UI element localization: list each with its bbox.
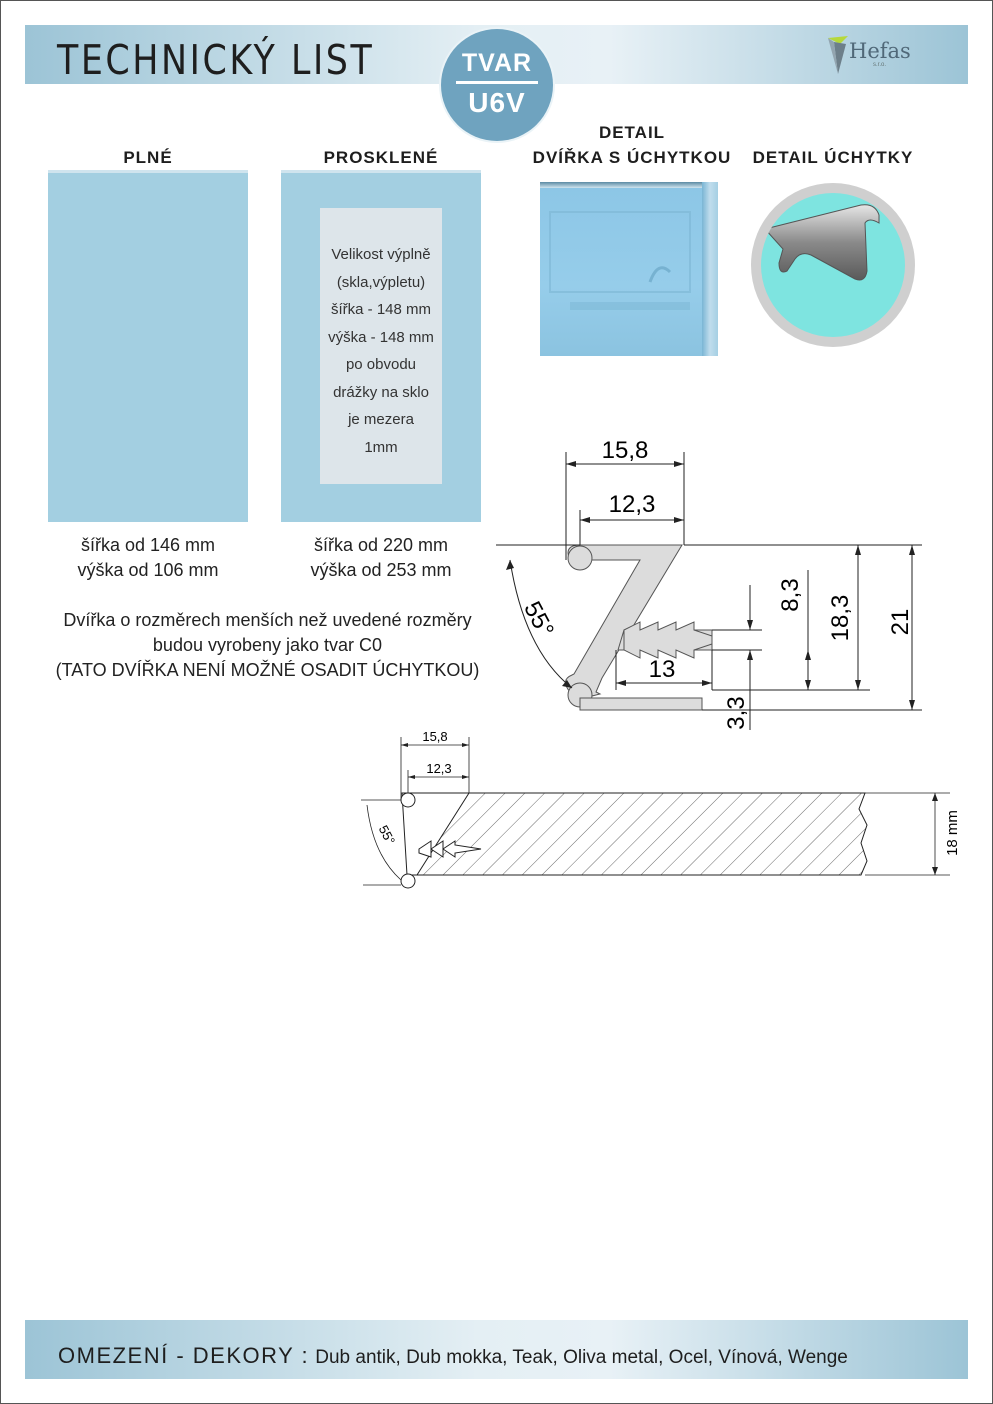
dim-overall-width: 15,8 xyxy=(601,437,649,464)
assembly-angle: 55° xyxy=(375,822,399,848)
note-line3: (TATO DVÍŘKA NENÍ MOŽNÉ OSADIT ÚCHYTKOU) xyxy=(55,660,480,680)
assembly-overall-width: 15,8 xyxy=(422,729,448,744)
prosklene-height: výška od 253 mm xyxy=(310,560,452,580)
assembly-inner-width: 12,3 xyxy=(426,761,452,776)
handle-profile-icon xyxy=(761,193,905,337)
glass-note-line: po obvodu xyxy=(345,356,417,373)
profile-drawing xyxy=(490,430,930,740)
prosklene-width: šířka od 220 mm xyxy=(313,535,449,555)
logo-text: Hefas xyxy=(849,39,911,63)
glass-note-line: šířka - 148 mm xyxy=(330,301,432,318)
page-title: TECHNICKÝ LIST xyxy=(57,36,375,84)
door-detail-icon xyxy=(540,182,718,356)
handle-detail-circle xyxy=(751,183,915,347)
plne-width: šířka od 146 mm xyxy=(80,535,216,555)
heading-detail-uchytky: DETAIL ÚCHYTKY xyxy=(752,148,914,167)
dim-bottom-offset: 3,3 xyxy=(723,696,750,730)
dim-inner-height: 18,3 xyxy=(827,594,854,642)
logo-subtext: s.r.o. xyxy=(873,62,887,68)
heading-plne: PLNÉ xyxy=(123,148,173,167)
assembly-board-thickness: 18 mm xyxy=(944,810,961,856)
solid-door-panel xyxy=(48,170,248,522)
glass-note-line: výška - 148 mm xyxy=(328,329,434,346)
heading-prosklene: PROSKLENÉ xyxy=(323,148,439,167)
footer-label: OMEZENÍ - DEKORY : xyxy=(58,1343,310,1368)
shape-label: TVAR xyxy=(461,49,533,77)
heading-detail-line1: DETAIL xyxy=(598,123,666,142)
door-detail-photo xyxy=(540,182,718,356)
dim-tongue-height: 8,3 xyxy=(777,578,804,612)
badge-divider xyxy=(456,81,538,84)
heading-detail-line2: DVÍŘKA S ÚCHYTKOU xyxy=(532,148,732,167)
glass-note-line: Velikost výplně xyxy=(331,246,431,263)
glass-note-line: (skla,výpletu) xyxy=(336,274,426,291)
glass-note-line: je mezera xyxy=(348,411,414,428)
glazed-door-panel xyxy=(281,170,481,522)
assembly-drawing xyxy=(355,725,975,895)
footer xyxy=(58,1343,848,1369)
dim-tongue-length: 13 xyxy=(648,656,676,683)
dim-angle: 55° xyxy=(518,597,560,642)
footer-decors: Dub antik, Dub mokka, Teak, Oliva metal, Ocel, Vínová, Wenge xyxy=(315,1347,848,1368)
glass-note-line: 1mm xyxy=(364,439,398,456)
note-line1: Dvířka o rozměrech menších než uvedené rozměry xyxy=(63,610,472,630)
dim-inner-width: 12,3 xyxy=(608,491,656,518)
plne-height: výška od 106 mm xyxy=(77,560,219,580)
glass-note-line: drážky na sklo xyxy=(333,384,429,401)
shape-code: U6V xyxy=(468,87,526,118)
dim-total-height: 21 xyxy=(887,608,914,636)
note-line2: budou vyrobeny jako tvar C0 xyxy=(152,635,383,655)
